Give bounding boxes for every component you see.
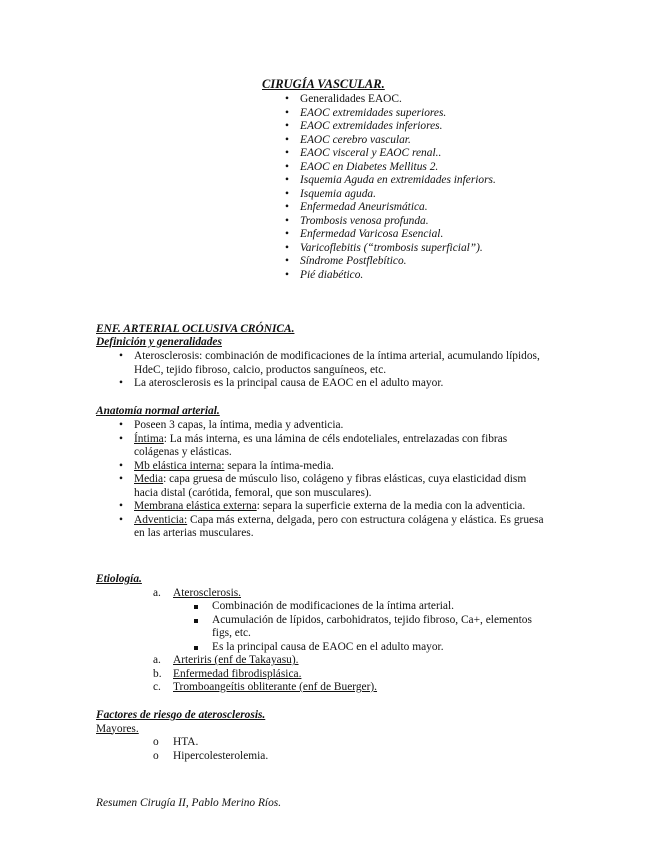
subheading-definicion: Definición y generalidades [96, 336, 222, 348]
sub-list-item-continuation: figs, etc. [212, 627, 251, 639]
toc-item: • Pié diabético. [285, 268, 364, 281]
list-item: a. Arteriris (enf de Takayasu). [153, 654, 299, 666]
document-title: CIRUGÍA VASCULAR. [262, 77, 385, 91]
page-footer: Resumen Cirugía II, Pablo Merino Ríos. [96, 797, 282, 809]
toc-item: • Enfermedad Aneurismática. [285, 201, 428, 213]
list-item: a. Aterosclerosis. [153, 586, 242, 599]
list-item: • Íntima: La más interna, es una lámina de céls endoteliales, entrelazadas con fibras [119, 432, 508, 445]
sub-list-item: Es la principal causa de EAOC en el adulto mayor. [194, 641, 444, 655]
square-bullet-icon [194, 646, 198, 650]
toc-item: • EAOC en Diabetes Mellitus 2. [285, 160, 439, 173]
toc-item: • EAOC visceral y EAOC renal.. [285, 147, 442, 159]
section-heading-etiologia: Etiología. [96, 573, 142, 585]
list-item: • La aterosclerosis es la principal causa de EAOC en el adulto mayor. [119, 377, 444, 389]
list-item: b. Enfermedad fibrodisplásica. [153, 667, 302, 680]
toc-item: • Trombosis venosa profunda. [285, 214, 429, 227]
list-item-continuation: colágenas y elásticas. [134, 446, 232, 458]
toc-item: • EAOC cerebro vascular. [285, 133, 411, 146]
toc-item: • EAOC extremidades superiores. [285, 106, 447, 119]
square-bullet-icon [194, 605, 198, 609]
subheading-mayores: Mayores. [96, 722, 139, 735]
list-item: • Media: capa gruesa de músculo liso, colágeno y fibras elásticas, cuya elasticidad dism [119, 473, 527, 485]
toc-item: • Varicoflebitis (“trombosis superficial”). [285, 241, 483, 254]
list-item: • Aterosclerosis: combinación de modificaciones de la íntima arterial, acumulando lípidos, [119, 350, 540, 362]
list-item: • Adventicia: Capa más externa, delgada, pero con estructura colágena y elástica. Es gruesa [119, 513, 544, 526]
list-item: • Poseen 3 capas, la íntima, media y adventicia. [119, 419, 344, 431]
list-item-continuation: HdeC, tejido fibroso, calcio, productos sanguíneos, etc. [134, 363, 387, 376]
toc-item: • Isquemia Aguda en extremidades inferiors. [285, 174, 496, 186]
toc-item: • Enfermedad Varicosa Esencial. [285, 228, 444, 240]
section-heading-eaoc: ENF. ARTERIAL OCLUSIVA CRÓNICA. [96, 323, 295, 335]
list-item: • Membrana elástica externa: separa la superficie externa de la media con la adventicia. [119, 500, 526, 512]
sub-list-item: Acumulación de lípidos, carbohidratos, tejido fibroso, Ca+, elementos [194, 614, 532, 628]
list-item: c. Tromboangeítis obliterante (enf de Buerger). [153, 681, 378, 693]
toc-item: • EAOC extremidades inferiores. [285, 120, 443, 132]
toc-item: • Generalidades EAOC. [285, 93, 402, 105]
list-item: o HTA. [153, 736, 199, 748]
square-bullet-icon [194, 619, 198, 623]
list-item-continuation: hacia distal (carótida, femoral, que son musculares). [134, 486, 372, 499]
section-heading-factores-riesgo: Factores de riesgo de aterosclerosis. [96, 709, 266, 721]
list-item-continuation: en las arterias musculares. [134, 527, 254, 539]
toc-item: • Isquemia aguda. [285, 187, 376, 200]
toc-item: • Síndrome Postflebítico. [285, 255, 407, 267]
sub-list-item: Combinación de modificaciones de la íntima arterial. [194, 600, 454, 614]
section-heading-anatomia: Anatomía normal arterial. [96, 405, 220, 417]
list-item: o Hipercolesterolemia. [153, 749, 269, 762]
list-item: • Mb elástica interna: separa la íntima-media. [119, 459, 334, 472]
